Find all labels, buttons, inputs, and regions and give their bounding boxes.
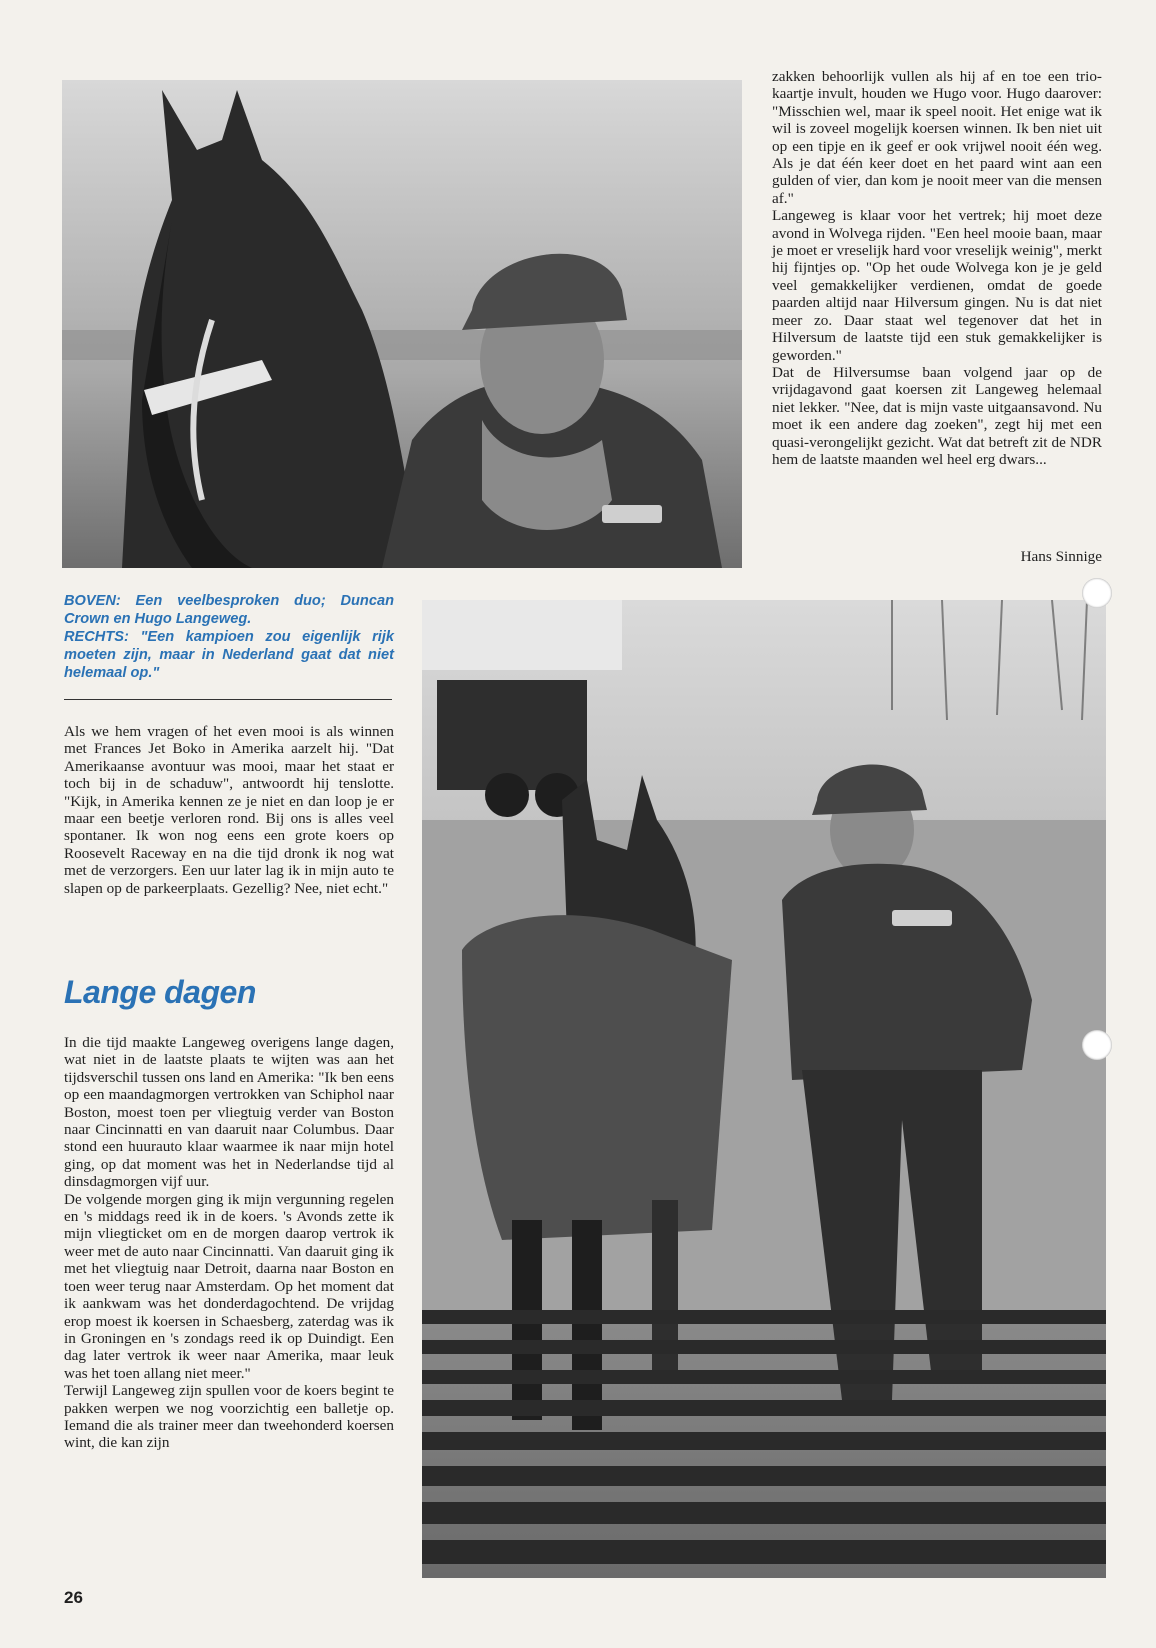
left-paragraph-2: In die tijd maakte Langeweg overigens lange dagen, wat niet in de laatste plaats te wijten was aan het tijdsverschil tussen ons land en Amerika: "Ik ben eens op een maandagmorgen vertrokken van Schiphol naar Boston, moest toen per vliegtuig verder van Boston naar Cincinnatti en van daaruit naar Columbus. Daar stond een huurauto klaar waarmee ik naar mijn hotel ging, op dat moment was het in Nederlandse tijd al dinsdagmorgen vijf uur. (64, 1034, 394, 1191)
left-column-bottom (64, 1034, 394, 1452)
author-byline: Hans Sinnige (1020, 548, 1102, 565)
punch-hole-top (1082, 578, 1112, 608)
caption-divider (64, 699, 392, 700)
photo-horse-and-trainer (62, 80, 742, 568)
photo-caption (64, 592, 394, 682)
caption-line-top: BOVEN: Een veelbesproken duo; Duncan Crown en Hugo Langeweg. (64, 593, 394, 627)
left-paragraph-3: De volgende morgen ging ik mijn vergunning regelen en 's middags reed ik in de koers. 's Avonds zette ik mijn vliegticket om en de morgen daarop vertrok ik weer met de auto naar Cincinnatti. Van daaruit ging ik met het vliegtuig naar Detroit, daarna naar Boston en toen weer terug naar Amsterdam. Op het moment dat ik aankwam was het donderdagochtend. De vrijdag erop moest ik koersen in Schaesberg, zaterdag was ik in Groningen en 's zondags reed ik op Duindigt. Een dag later vertrok ik weer naar Amerika, maar leuk was het toen allang niet meer." (64, 1190, 394, 1382)
photo-horse-and-trainer-illustration (62, 80, 742, 568)
caption-line-right: RECHTS: "Een kampioen zou eigenlijk rijk moeten zijn, maar in Nederland gaat dat niet helemaal op." (64, 629, 394, 681)
photo-trainer-leading-horse (422, 600, 1106, 1578)
section-heading: Lange dagen (64, 974, 256, 1010)
right-paragraph-2: Langeweg is klaar voor het vertrek; hij moet deze avond in Wolvega rijden. "Een heel mooie baan, maar je moet er vreselijk hard voor vreselijk weinig", merkt hij fijntjes op. "Op het oude Wolvega kon je je geld veel gemakkelijker verdienen, omdat de goede paarden altijd naar Hilversum gingen. Nu is dat niet meer zo. Daar staat wel tegenover dat het in Hilversum de laatste tijd een stuk gemakkelijker is geworden." (772, 207, 1102, 364)
right-paragraph-1: zakken behoorlijk vullen als hij af en toe een trio-kaartje invult, houden we Hugo voor. Hugo daarover: "Misschien wel, maar ik speel nooit. Het enige wat ik wil is zoveel mogelijk koersen winnen. Ik ben niet uit op een tipje en ik geef er ook vrijwel nooit één weg. Als je dat één keer doet en het paard wint aan een gulden of vier, dan kom je nooit meer van die mensen af." (772, 68, 1102, 207)
punch-hole-bottom (1082, 1030, 1112, 1060)
right-paragraph-3: Dat de Hilversumse baan volgend jaar op de vrijdagavond gaat koersen zit Langeweg helemaal niet lekker. "Nee, dat is mijn vaste uitgaansavond. Nu moet ik een andere dag zoeken", zegt hij met een quasi-verongelijkt gezicht. Wat dat betreft zit de NDR hem de laatste maanden wel heel erg dwars... (772, 363, 1102, 468)
left-paragraph-4: Terwijl Langeweg zijn spullen voor de koers begint te pakken werpen we nog voorzichtig een balletje op. Iemand die als trainer meer dan tweehonderd koersen wint, die kan zijn (64, 1382, 394, 1452)
right-column (772, 68, 1102, 468)
page-number: 26 (64, 1588, 83, 1607)
photo-trainer-leading-horse-illustration (422, 600, 1106, 1578)
left-column-top (64, 723, 394, 897)
left-paragraph-1: Als we hem vragen of het even mooi is als winnen met Frances Jet Boko in Amerika aarzelt hij. "Dat Amerikaanse avontuur was mooi, maar het staat er toch bij in de schaduw", antwoordt hij tenslotte. "Kijk, in Amerika kennen ze je niet en dan loop je er maar een beetje verloren rond. Bij ons is alles veel spontaner. Ik won nog eens een grote koers op Roosevelt Raceway en na die tijd dronk ik nog wat met de verzorgers. Een uur later lag ik in mijn auto te slapen op de parkeerplaats. Gezellig? Nee, niet echt." (64, 723, 394, 897)
